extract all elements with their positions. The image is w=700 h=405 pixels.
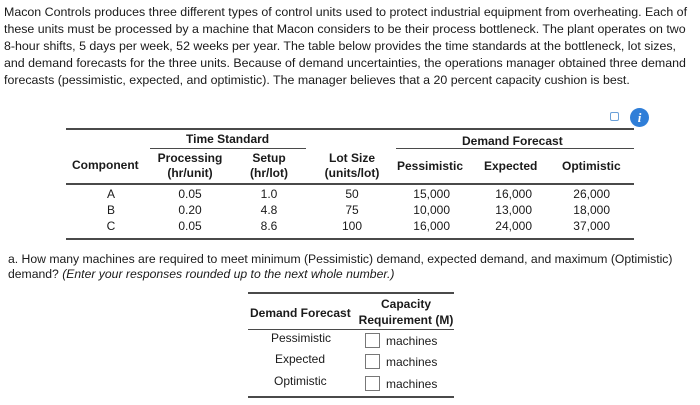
question-text: a. How many machines are required to meet minimum (Pessimistic) demand, expected demand, and maximum (Optimistic) demand? [8, 252, 673, 281]
time-standard-underline [150, 148, 306, 149]
question-hint: (Enter your responses rounded up to the next whole number.) [62, 267, 395, 281]
table-cell-expected: 16,000 [495, 187, 532, 201]
header-processing-unit: (hr/unit) [167, 166, 213, 180]
table-cell-lot: 75 [345, 203, 359, 217]
table-cell-setup: 4.8 [260, 203, 278, 217]
header-setup: Setup [252, 151, 286, 165]
answer-header-rule [248, 329, 454, 330]
table-cell-optimistic: 26,000 [573, 187, 610, 201]
answer-unit-optimistic: machines [386, 377, 438, 391]
group-header-demand-forecast: Demand Forecast [462, 134, 563, 148]
table-cell-processing: 0.05 [178, 219, 202, 233]
answer-header-capacity: Capacity [380, 297, 432, 311]
table-cell-processing: 0.20 [178, 203, 202, 217]
table-cell-component: A [106, 187, 115, 201]
answer-table-top-rule [248, 292, 454, 294]
table-cell-setup: 8.6 [260, 219, 278, 233]
expected-capacity-input[interactable] [365, 354, 380, 369]
answer-table-bottom-rule [248, 396, 454, 398]
header-lot-size: Lot Size [328, 151, 375, 165]
question-a [8, 252, 688, 282]
table-cell-optimistic: 18,000 [573, 203, 610, 217]
demand-forecast-underline [396, 148, 634, 149]
pessimistic-capacity-input[interactable] [365, 333, 380, 348]
table-bottom-rule [66, 238, 634, 240]
answer-label-expected: Expected [275, 352, 326, 366]
table-cell-lot: 100 [341, 219, 363, 233]
header-processing: Processing [157, 151, 223, 165]
table-cell-component: B [106, 203, 115, 217]
table-cell-expected: 24,000 [495, 219, 532, 233]
problem-text: Macon Controls produces three different types of control units used to protect industrial equipment from overheating. Each of these units must be processed by a machine that Macon considers to be their process bottleneck. The plant operates on two 8-hour shifts, 5 days per week, 52 weeks per year. The table below provides the time standards at the bottleneck, lot sizes, and demand forecasts for the three units. Because of demand uncertainties, the operations manager obtained three demand forecasts (pessimistic, expected, and optimistic). The manager believes that a 20 percent capacity cushion is best. [4, 5, 688, 87]
answer-header-requirement: Requirement (M) [358, 313, 454, 327]
answer-label-pessimistic: Pessimistic [271, 331, 332, 345]
table-cell-lot: 50 [345, 187, 359, 201]
header-component: Component [72, 158, 139, 172]
header-pessimistic: Pessimistic [397, 159, 464, 173]
optimistic-capacity-input[interactable] [365, 376, 380, 391]
header-lot-size-unit: (units/lot) [324, 166, 380, 180]
table-cell-pessimistic: 15,000 [413, 187, 450, 201]
table-cell-setup: 1.0 [260, 187, 278, 201]
table-cell-optimistic: 37,000 [573, 219, 610, 233]
save-icon[interactable] [610, 112, 619, 121]
answer-header-demand: Demand Forecast [250, 306, 351, 320]
header-expected: Expected [484, 159, 538, 173]
header-optimistic: Optimistic [562, 159, 621, 173]
header-bottom-rule [66, 183, 634, 185]
table-cell-expected: 13,000 [495, 203, 532, 217]
answer-unit-pessimistic: machines [386, 334, 438, 348]
table-cell-pessimistic: 10,000 [413, 203, 450, 217]
group-header-time-standard: Time Standard [186, 132, 270, 146]
info-icon[interactable]: i [630, 108, 649, 127]
toolbar-icons [606, 108, 650, 128]
table-top-rule [66, 128, 634, 130]
header-setup-unit: (hr/lot) [250, 166, 288, 180]
table-cell-component: C [106, 219, 116, 233]
table-cell-pessimistic: 16,000 [413, 219, 450, 233]
table-cell-processing: 0.05 [178, 187, 202, 201]
answer-label-optimistic: Optimistic [274, 374, 327, 388]
answer-unit-expected: machines [386, 355, 438, 369]
